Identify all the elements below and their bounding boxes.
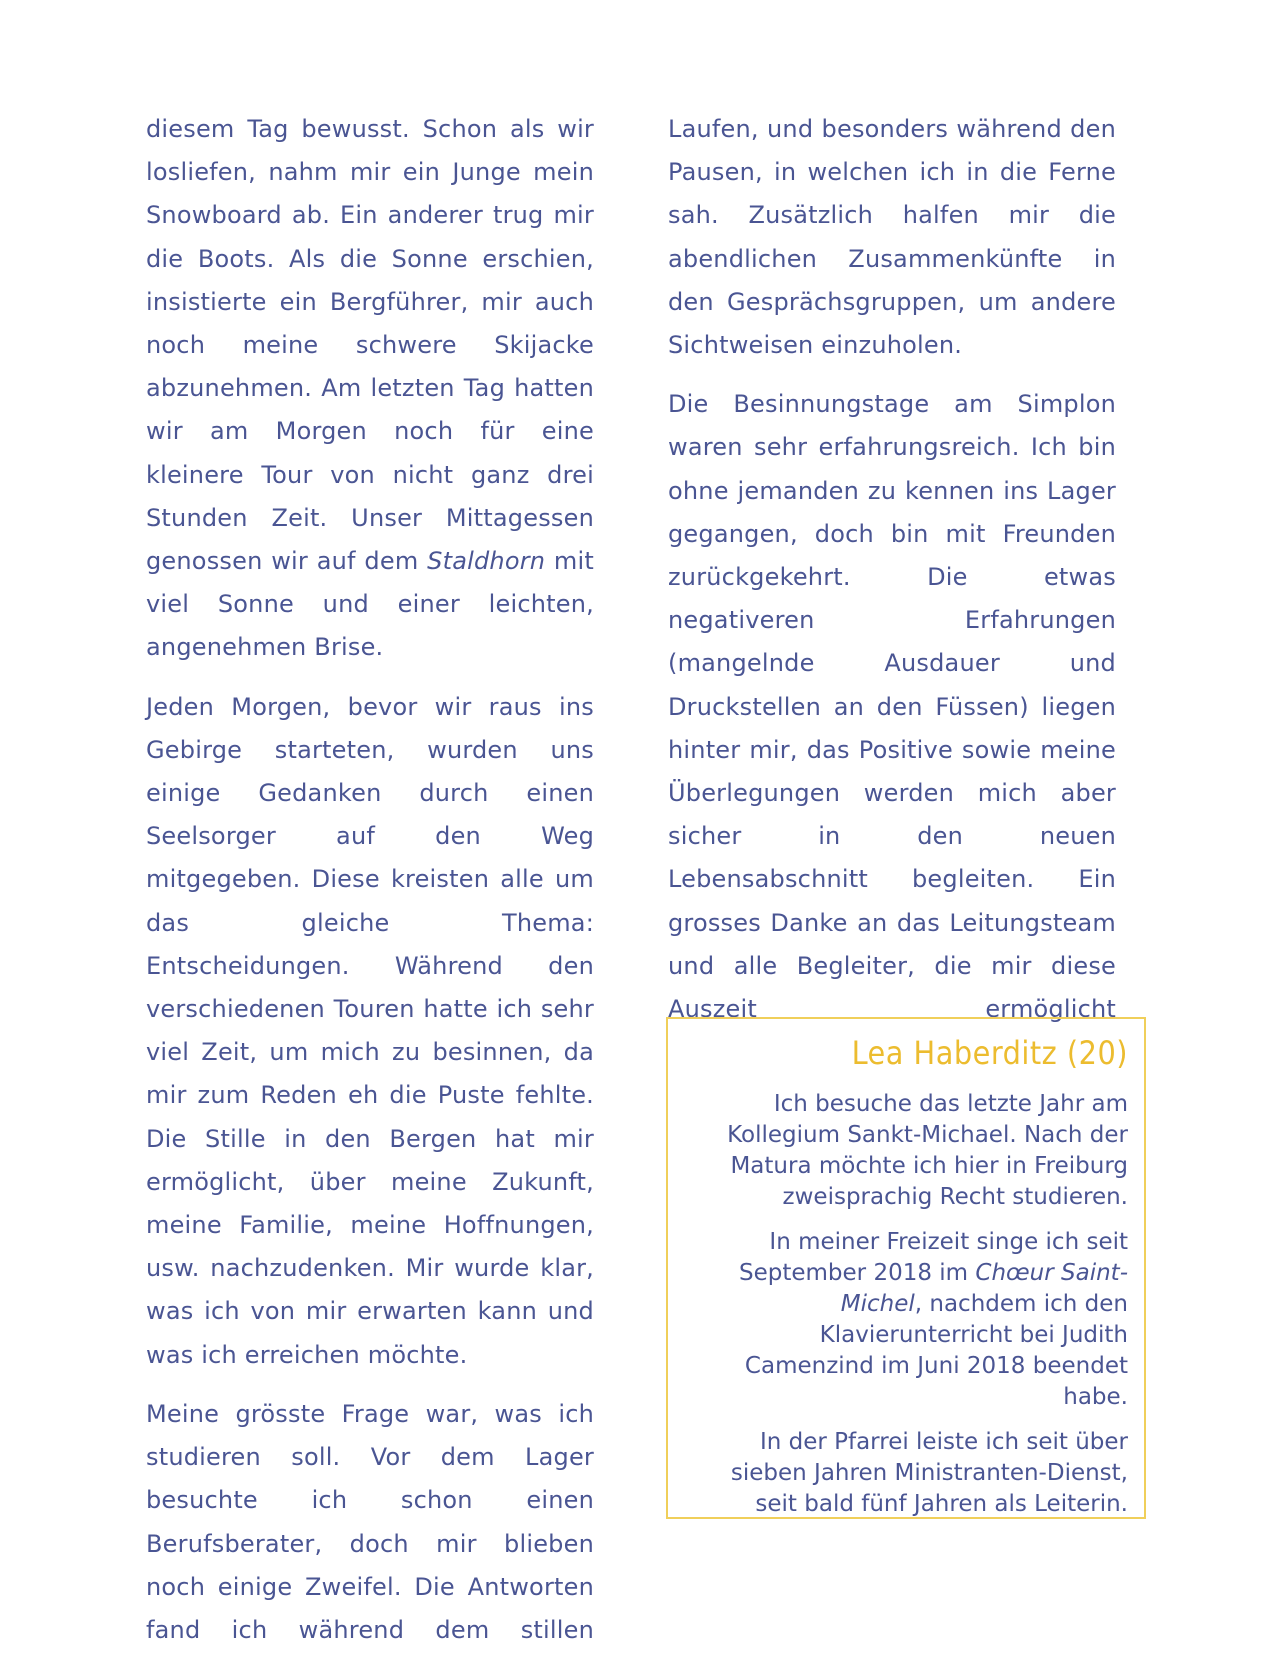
profile-paragraph-2: In meiner Freizeit singe ich seit September 2018 im Chœur Saint-Michel, nachdem ich den Klavierunterricht bei Judith Camenzind im Juni 2018 beendet habe. bbox=[739, 1229, 1128, 1410]
right-paragraph-2: Die Besinnungstage am Simplon waren sehr erfahrungsreich. Ich bin ohne jemanden zu kennen ins Lager gegangen, doch bin mit Freunden zurückgekehrt. Die etwas negativeren Erfahrungen (mangelnde Ausdauer und Druckstellen an den Füssen) liegen hinter mir, das Positive sowie meine Überlegungen werden mich aber sicher in den neuen Lebensabschnitt begleiten. Ein grosses Danke an das Leitungsteam und alle Begleiter, die mir diese Auszeit ermöglicht bbox=[668, 390, 1116, 1024]
profile-paragraph-1: Ich besuche das letzte Jahr am Kollegium Sankt-Michael. Nach der Matura möchte ich hier in Freiburg zweisprachig Recht studieren. bbox=[727, 1091, 1128, 1210]
left-paragraph-2: Jeden Morgen, bevor wir raus ins Gebirge starteten, wurden uns einige Gedanken durch einen Seelsorger auf den Weg mitgegeben. Diese kreisten alle um das gleiche Thema: Entscheidungen. Während den verschiedenen Touren hatte ich sehr viel Zeit, um mich zu besinnen, da mir zum Reden eh die Puste fehlte. Die Stille in den Bergen hat mir ermöglicht, über meine Zukunft, meine Familie, meine Hoffnungen, usw. nachzudenken. Mir wurde klar, was ich von mir erwarten kann und was ich erreichen möchte. bbox=[146, 692, 594, 1369]
profile-name: Lea Haberditz (20) bbox=[851, 1034, 1128, 1072]
choir-name: Chœur Saint-Michel bbox=[840, 1260, 1128, 1317]
left-paragraph-3: Meine grösste Frage war, was ich studieren soll. Vor dem Lager besuchte ich schon einen Berufsberater, doch mir blieben noch einige Zweifel. Die Antworten fand ich während dem stillen bbox=[146, 1399, 594, 1644]
left-column bbox=[146, 108, 594, 1668]
profile-box bbox=[666, 1017, 1146, 1519]
place-name-staldhorn: Staldhorn bbox=[427, 547, 546, 576]
left-paragraph-1: diesem Tag bewusst. Schon als wir losliefen, nahm mir ein Junge mein Snowboard ab. Ein anderer trug mir die Boots. Als die Sonne erschien, insistierte ein Bergführer, mir auch noch meine schwere Skijacke abzunehmen. Am letzten Tag hatten wir am Morgen noch für eine kleinere Tour von nicht ganz drei Stunden Zeit. Unser Mittagessen genossen wir auf dem Staldhorn mit viel Sonne und einer leichten, angenehmen Brise. bbox=[146, 115, 594, 662]
right-paragraph-1: Laufen, und besonders während den Pausen, in welchen ich in die Ferne sah. Zusätzlich halfen mir die abendlichen Zusammenkünfte in den Gesprächsgruppen, um andere Sichtweisen einzuholen. bbox=[668, 115, 1116, 360]
profile-paragraph-3: In der Pfarrei leiste ich seit über sieben Jahren Ministranten-Dienst, seit bald fünf Jahren als Leiterin. bbox=[730, 1429, 1128, 1517]
right-column bbox=[668, 108, 1116, 1047]
